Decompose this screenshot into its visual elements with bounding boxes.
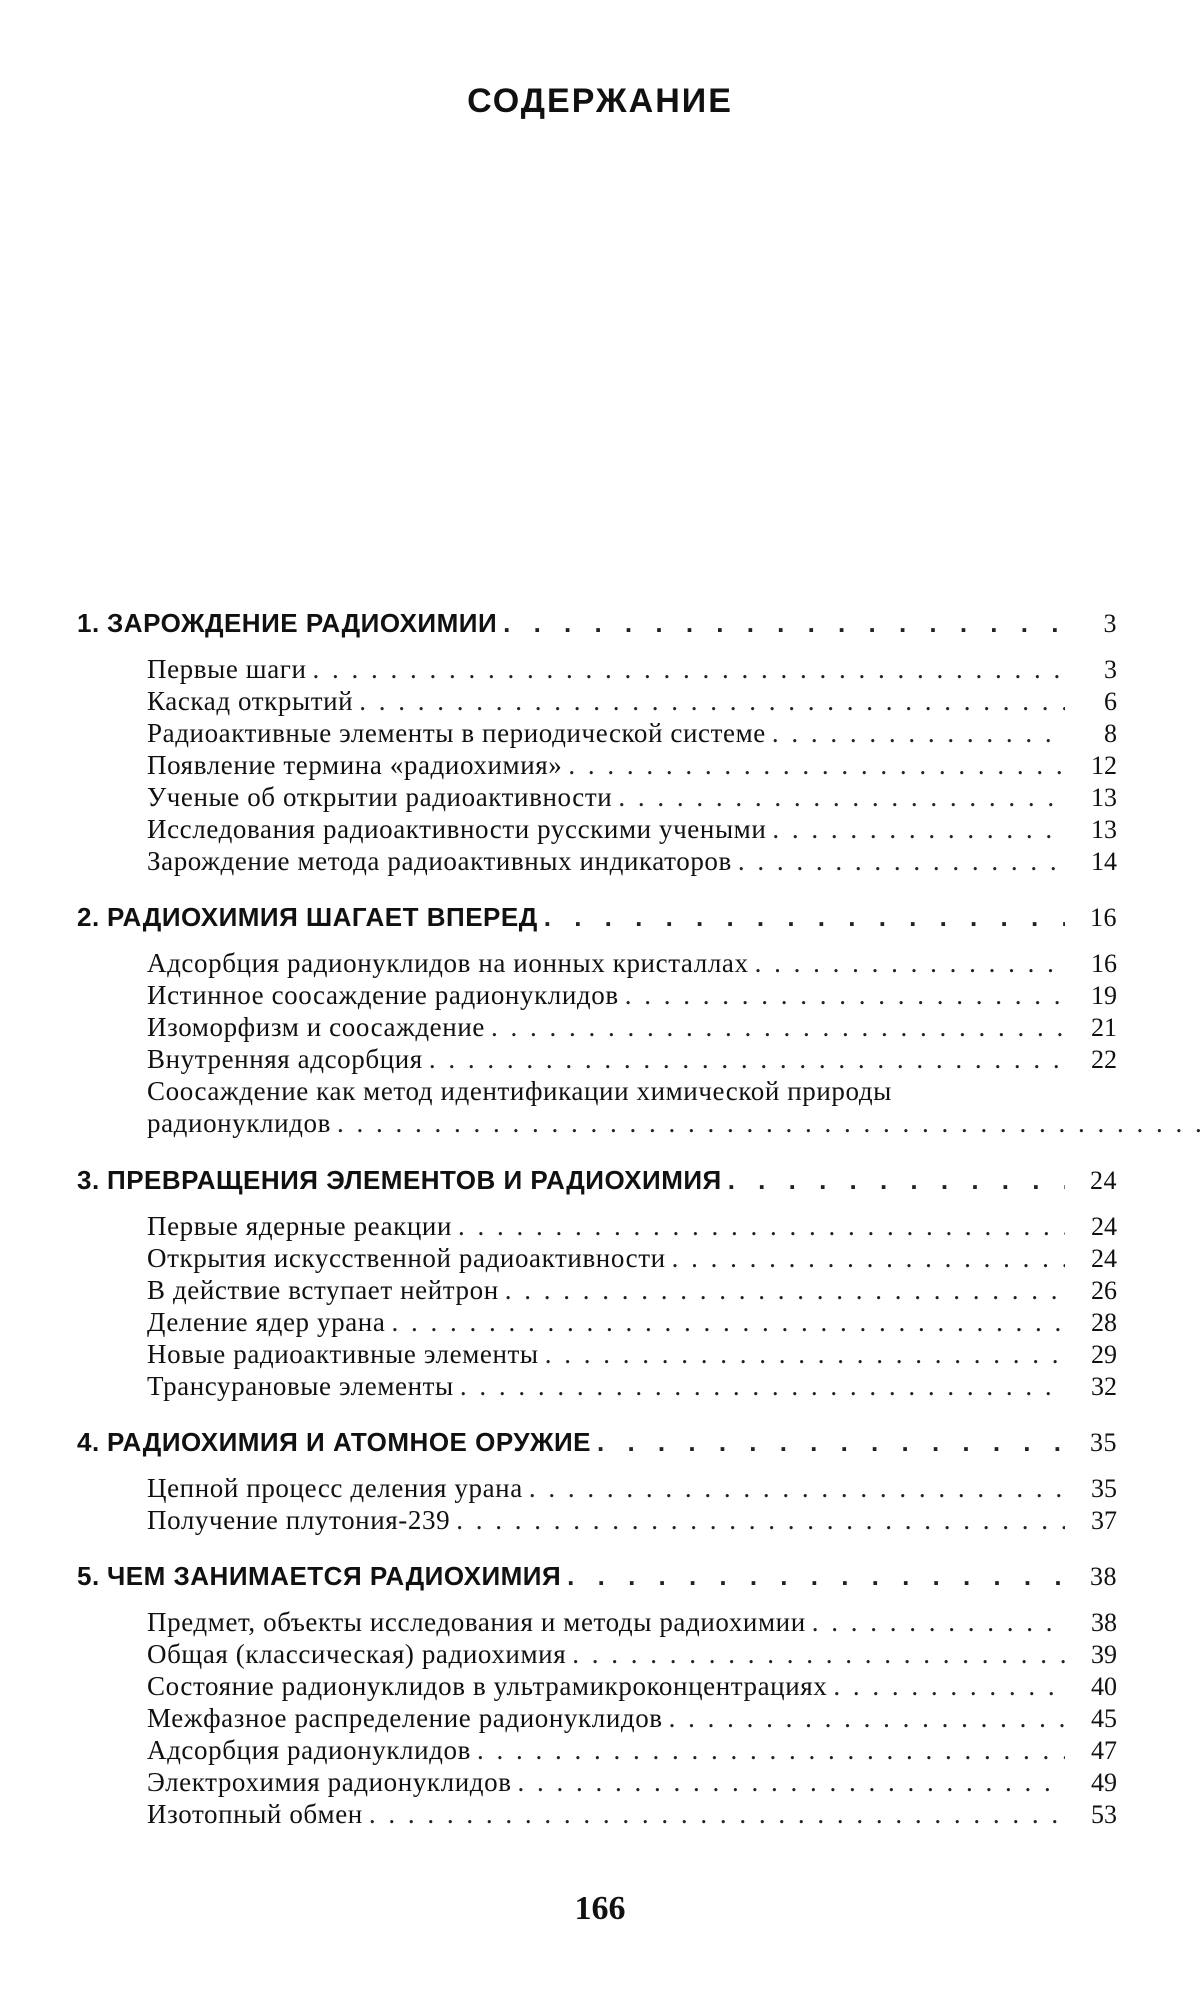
- section-title-line2-row: [147, 1107, 1200, 1140]
- book-page: [0, 0, 1200, 2000]
- dot-leader: [728, 1162, 1065, 1198]
- section-page-number: 24: [1071, 1211, 1117, 1243]
- section-entry[interactable]: [147, 749, 1117, 781]
- section-page-number: 13: [1071, 782, 1117, 814]
- section-page-number: 21: [1071, 1012, 1117, 1044]
- section-title: Изотопный обмен: [147, 1798, 363, 1830]
- section-entry[interactable]: [147, 1043, 1117, 1075]
- dot-leader: [491, 1011, 1065, 1043]
- chapter-4: [77, 1424, 1117, 1536]
- section-page-number: 8: [1071, 718, 1117, 750]
- chapter-page-number: 35: [1071, 1425, 1117, 1461]
- section-title: Адсорбция радионуклидов на ионных кристаллах: [147, 947, 749, 979]
- section-list: [77, 1472, 1117, 1536]
- section-title: Первые ядерные реакции: [147, 1210, 452, 1242]
- dot-leader: [313, 653, 1065, 685]
- chapter-title: РАДИОХИМИЯ И АТОМНОЕ ОРУЖИЕ: [107, 1424, 591, 1460]
- chapter-title: ЧЕМ ЗАНИМАЕТСЯ РАДИОХИМИЯ: [107, 1558, 561, 1594]
- section-entry[interactable]: [147, 1338, 1117, 1370]
- section-page-number: 22: [1071, 1044, 1117, 1076]
- section-page-number: 29: [1071, 1339, 1117, 1371]
- chapter-title: ЗАРОЖДЕНИЕ РАДИОХИМИИ: [107, 605, 497, 641]
- section-page-number: 32: [1071, 1371, 1117, 1403]
- section-title: Изоморфизм и соосаждение: [147, 1011, 485, 1043]
- section-entry-multiline[interactable]: [147, 1075, 1117, 1140]
- section-list: [77, 1210, 1117, 1402]
- dot-leader: [755, 947, 1065, 979]
- section-entry[interactable]: [147, 1504, 1117, 1536]
- section-title: Межфазное распределение радионуклидов: [147, 1702, 663, 1734]
- dot-leader: [456, 1504, 1065, 1536]
- dot-leader: [572, 1638, 1065, 1670]
- chapter-3: [77, 1162, 1117, 1402]
- section-entry[interactable]: [147, 1274, 1117, 1306]
- section-page-number: 45: [1071, 1703, 1117, 1735]
- section-page-number: 3: [1071, 654, 1117, 686]
- chapter-page-number: 38: [1071, 1559, 1117, 1595]
- dot-leader: [568, 749, 1065, 781]
- dot-leader: [518, 1766, 1065, 1798]
- section-page-number: 37: [1071, 1505, 1117, 1537]
- chapter-number: 3.: [77, 1162, 107, 1198]
- section-title: Предмет, объекты исследования и методы радиохимии: [147, 1606, 806, 1638]
- section-title: Исследования радиоактивности русскими учеными: [147, 813, 766, 845]
- section-title: Адсорбция радионуклидов: [147, 1734, 471, 1766]
- chapter-number: 4.: [77, 1424, 107, 1460]
- dot-leader: [738, 845, 1065, 877]
- section-title: Радиоактивные элементы в периодической системе: [147, 717, 766, 749]
- section-entry[interactable]: [147, 813, 1117, 845]
- section-page-number: 53: [1071, 1799, 1117, 1831]
- dot-leader: [597, 1424, 1065, 1460]
- section-title: Каскад открытий: [147, 685, 353, 717]
- section-title: Деление ядер урана: [147, 1306, 385, 1338]
- section-entry[interactable]: [147, 1734, 1117, 1766]
- section-entry[interactable]: [147, 1798, 1117, 1830]
- section-title: Открытия искусственной радиоактивности: [147, 1242, 666, 1274]
- chapter-number: 5.: [77, 1558, 107, 1594]
- dot-leader: [833, 1670, 1065, 1702]
- dot-leader: [477, 1734, 1065, 1766]
- section-title: Зарождение метода радиоактивных индикаторов: [147, 845, 732, 877]
- chapter-2: [77, 899, 1117, 1140]
- dot-leader: [529, 1472, 1065, 1504]
- dot-leader: [359, 685, 1065, 717]
- section-list: [77, 653, 1117, 877]
- section-page-number: 14: [1071, 846, 1117, 878]
- section-entry[interactable]: [147, 1242, 1117, 1274]
- chapter-title: РАДИОХИМИЯ ШАГАЕТ ВПЕРЕД: [107, 899, 538, 935]
- section-page-number: 28: [1071, 1307, 1117, 1339]
- chapter-title: ПРЕВРАЩЕНИЯ ЭЛЕМЕНТОВ И РАДИОХИМИЯ: [107, 1162, 722, 1198]
- dot-leader: [772, 717, 1065, 749]
- section-page-number: 39: [1071, 1639, 1117, 1671]
- section-list: [77, 1606, 1117, 1830]
- chapter-page-number: 16: [1071, 900, 1117, 936]
- chapter-heading[interactable]: [77, 899, 1117, 935]
- dot-leader: [567, 1558, 1065, 1594]
- section-list: [77, 947, 1117, 1140]
- chapter-heading[interactable]: [77, 1162, 1117, 1198]
- section-entry[interactable]: [147, 1472, 1117, 1504]
- section-title: Электрохимия радионуклидов: [147, 1766, 512, 1798]
- section-entry[interactable]: [147, 947, 1117, 979]
- section-title: Цепной процесс деления урана: [147, 1472, 523, 1504]
- dot-leader: [618, 781, 1065, 813]
- section-entry[interactable]: [147, 1011, 1117, 1043]
- section-title-line1: Соосаждение как метод идентификации химической природы: [147, 1075, 1200, 1107]
- section-page-number: 40: [1071, 1671, 1117, 1703]
- dot-leader: [505, 1274, 1065, 1306]
- section-entry[interactable]: [147, 781, 1117, 813]
- dot-leader: [369, 1798, 1065, 1830]
- chapter-heading[interactable]: [77, 1558, 1117, 1594]
- section-entry[interactable]: [147, 1766, 1117, 1798]
- section-title-wrapper: [147, 1075, 1200, 1140]
- section-title: Внутренняя адсорбция: [147, 1043, 423, 1075]
- section-page-number: 47: [1071, 1735, 1117, 1767]
- chapter-heading[interactable]: [77, 605, 1117, 641]
- section-page-number: 26: [1071, 1275, 1117, 1307]
- chapter-page-number: 24: [1071, 1163, 1117, 1199]
- section-title: Трансурановые элементы: [147, 1370, 454, 1402]
- section-entry[interactable]: [147, 685, 1117, 717]
- page-title: СОДЕРЖАНИЕ: [0, 82, 1200, 121]
- section-title: В действие вступает нейтрон: [147, 1274, 499, 1306]
- section-title: Состояние радионуклидов в ультрамикроконцентрациях: [147, 1670, 827, 1702]
- section-title: Появление термина «радиохимия»: [147, 749, 562, 781]
- section-page-number: 49: [1071, 1767, 1117, 1799]
- section-page-number: 35: [1071, 1473, 1117, 1505]
- section-page-number: 24: [1071, 1243, 1117, 1275]
- dot-leader: [429, 1043, 1065, 1075]
- section-entry[interactable]: [147, 1306, 1117, 1338]
- page-number: 166: [0, 1890, 1200, 1928]
- dot-leader: [458, 1210, 1065, 1242]
- dot-leader: [545, 1338, 1065, 1370]
- dot-leader: [391, 1306, 1065, 1338]
- dot-leader: [503, 605, 1065, 641]
- chapter-number: 2.: [77, 899, 107, 935]
- section-entry[interactable]: [147, 1606, 1117, 1638]
- section-page-number: 12: [1071, 750, 1117, 782]
- section-page-number: 19: [1071, 980, 1117, 1012]
- chapter-5: [77, 1558, 1117, 1830]
- section-entry[interactable]: [147, 1638, 1117, 1670]
- section-entry[interactable]: [147, 1670, 1117, 1702]
- chapter-number: 1.: [77, 605, 107, 641]
- section-entry[interactable]: [147, 717, 1117, 749]
- chapter-1: [77, 605, 1117, 877]
- section-title: Получение плутония-239: [147, 1504, 450, 1536]
- section-title-line2: радионуклидов: [147, 1107, 331, 1139]
- dot-leader: [625, 979, 1065, 1011]
- section-page-number: 16: [1071, 948, 1117, 980]
- section-title: Истинное соосаждение радионуклидов: [147, 979, 619, 1011]
- section-title: Ученые об открытии радиоактивности: [147, 781, 612, 813]
- dot-leader: [812, 1606, 1065, 1638]
- table-of-contents: [77, 605, 1117, 1852]
- dot-leader: [672, 1242, 1065, 1274]
- section-title: Первые шаги: [147, 653, 307, 685]
- dot-leader: [460, 1370, 1065, 1402]
- dot-leader: [544, 899, 1065, 935]
- section-entry[interactable]: [147, 1702, 1117, 1734]
- section-title: Новые радиоактивные элементы: [147, 1338, 539, 1370]
- dot-leader: [669, 1702, 1065, 1734]
- section-entry[interactable]: [147, 845, 1117, 877]
- section-page-number: 38: [1071, 1607, 1117, 1639]
- section-entry[interactable]: [147, 1370, 1117, 1402]
- chapter-heading[interactable]: [77, 1424, 1117, 1460]
- section-entry[interactable]: [147, 653, 1117, 685]
- dot-leader: [337, 1107, 1200, 1139]
- section-title: Общая (классическая) радиохимия: [147, 1638, 566, 1670]
- section-page-number: 13: [1071, 814, 1117, 846]
- chapter-page-number: 3: [1071, 606, 1117, 642]
- section-entry[interactable]: [147, 1210, 1117, 1242]
- section-page-number: 6: [1071, 686, 1117, 718]
- dot-leader: [772, 813, 1065, 845]
- section-entry[interactable]: [147, 979, 1117, 1011]
